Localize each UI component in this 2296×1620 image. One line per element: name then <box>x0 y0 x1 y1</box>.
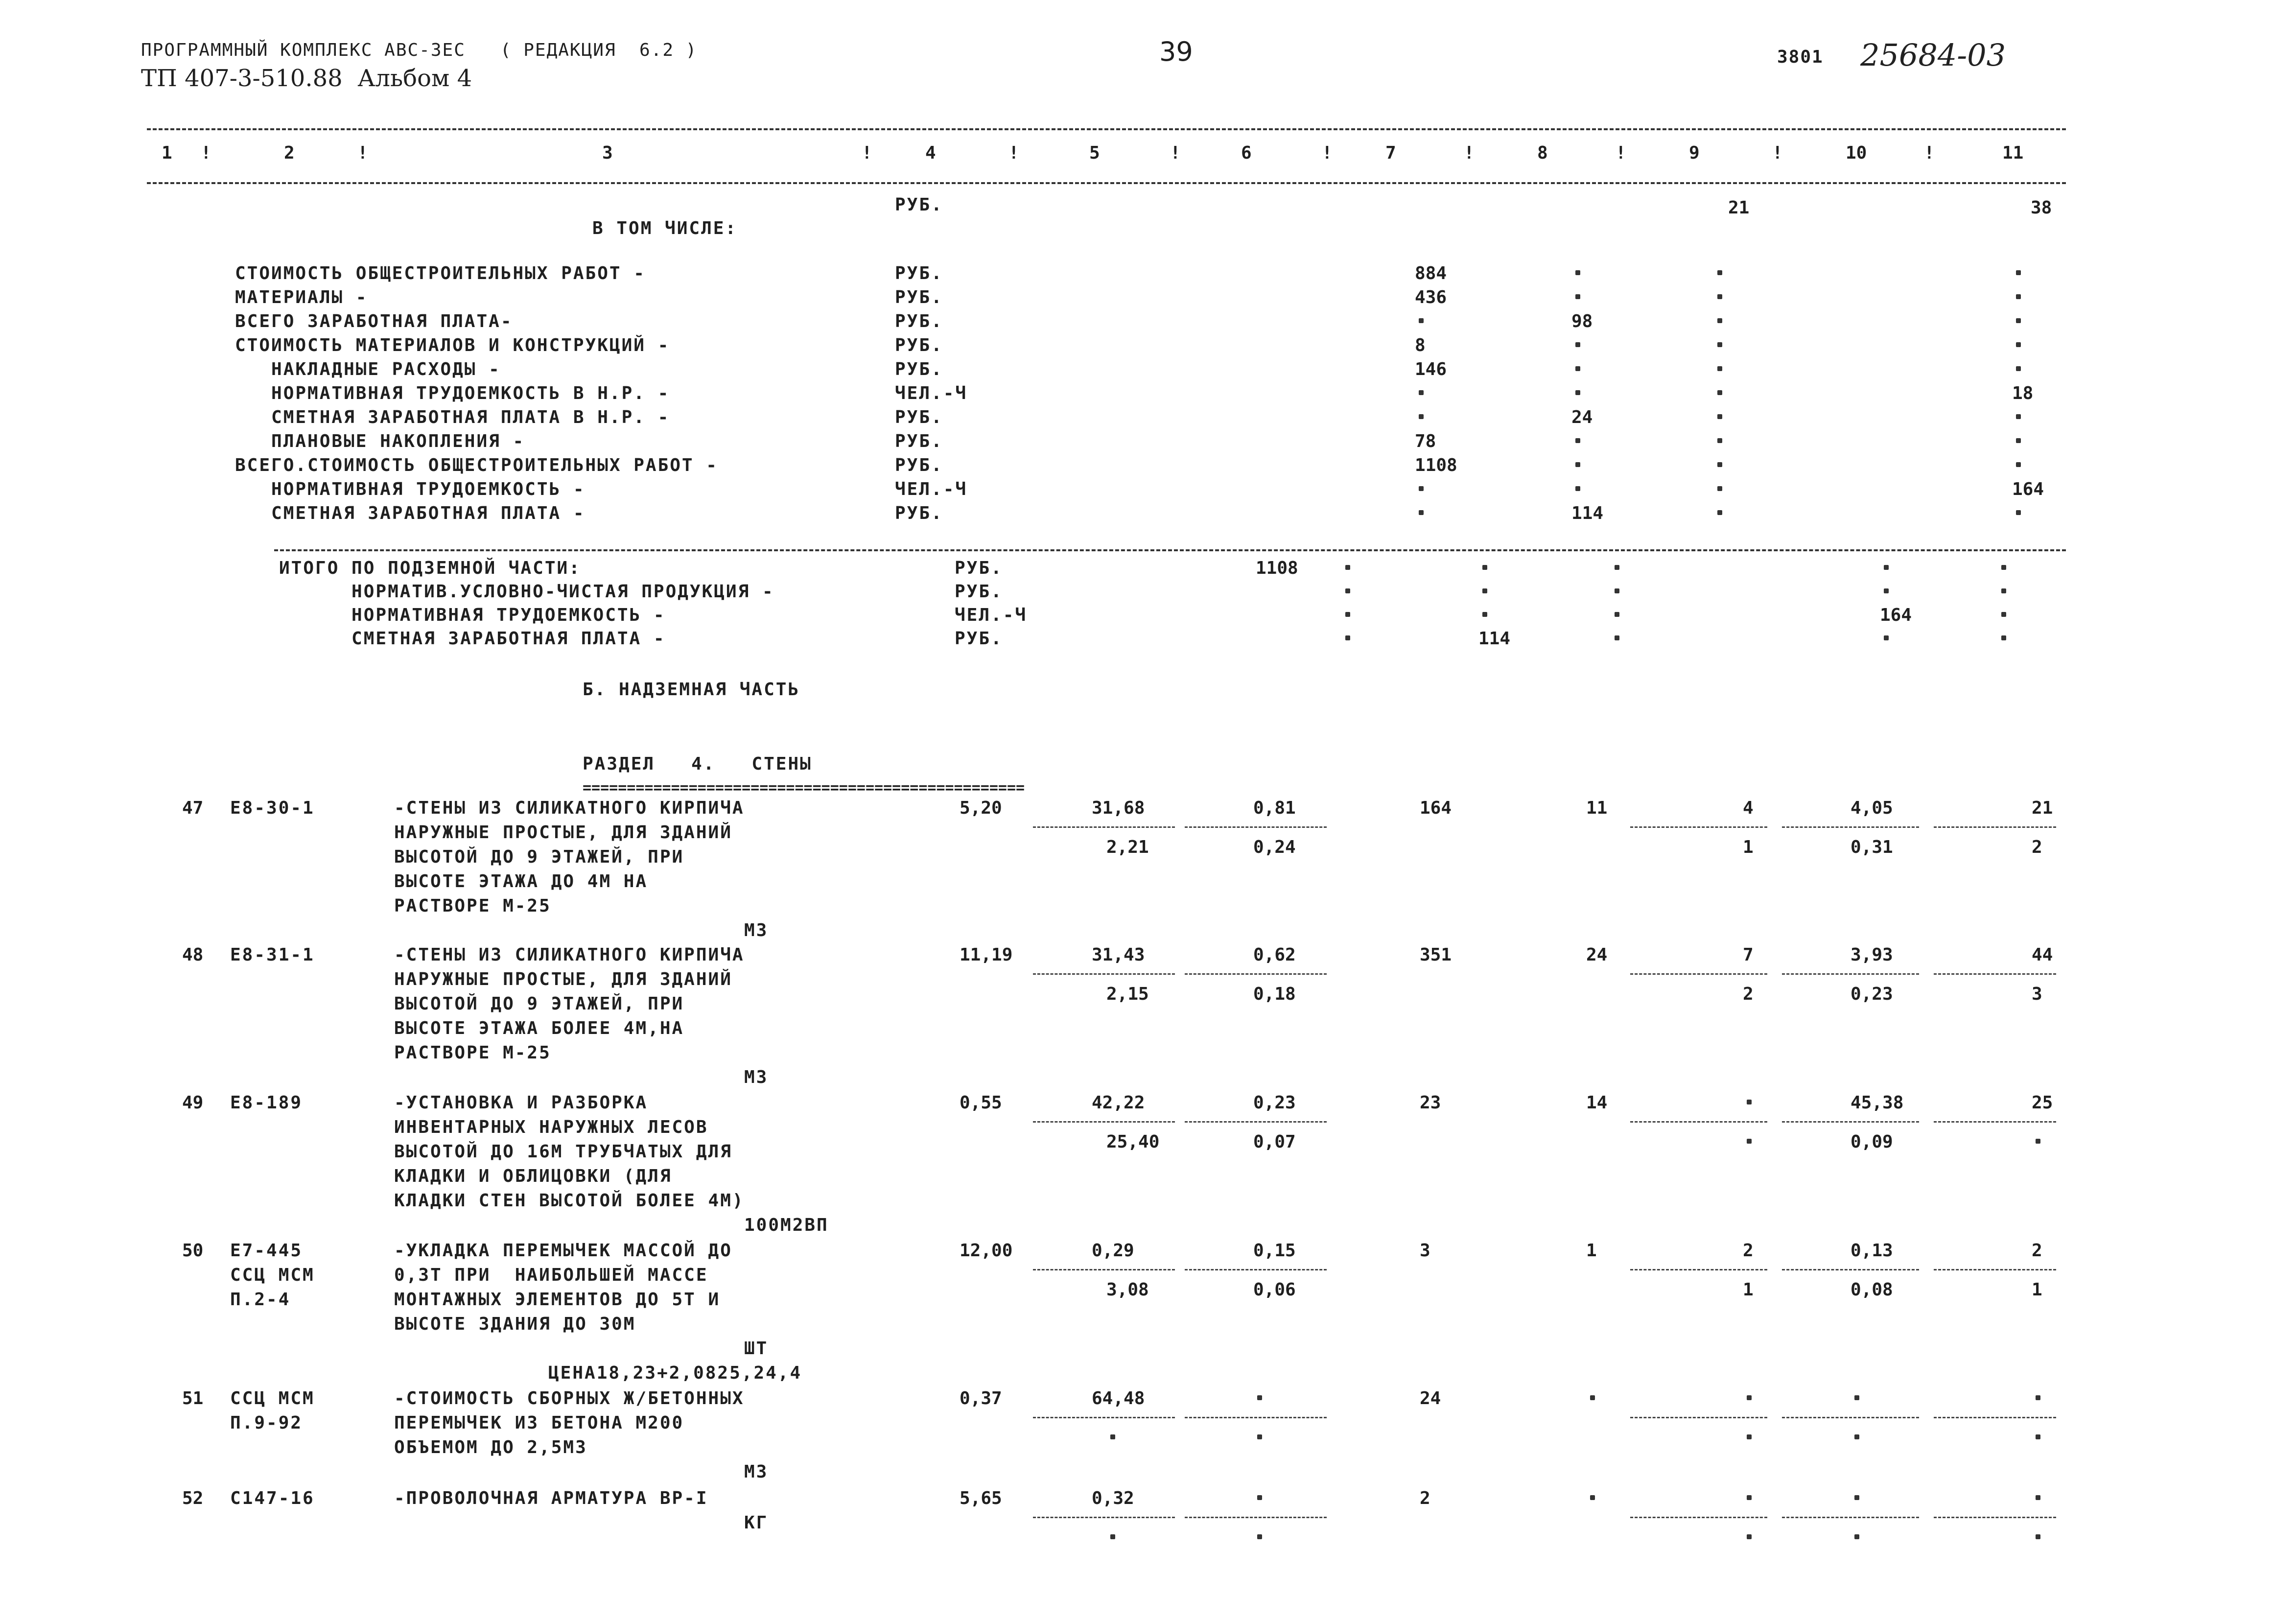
column-header-5: 5 <box>1089 143 1100 163</box>
entry-col11: 21 <box>2032 798 2053 818</box>
summary-col8: 98 <box>1571 311 1593 331</box>
entry-col9: 2 <box>1743 1241 1754 1261</box>
entry-total-cost: 3 <box>1420 1241 1430 1261</box>
razdel-title: РАЗДЕЛ 4. СТЕНЫ <box>583 754 812 774</box>
summary-col9-dash <box>1717 390 1722 395</box>
summary-col7-dash <box>1419 390 1424 395</box>
column-header-2: 2 <box>284 143 295 163</box>
summary-col8-dash <box>1575 438 1580 443</box>
top-unit: РУБ. <box>895 195 943 215</box>
entry-unit-wage-sub-dash <box>1257 1434 1262 1439</box>
itogo-col12-dash <box>2001 635 2006 640</box>
summary-col7-dash <box>1419 414 1424 419</box>
entry-col11: 44 <box>2032 945 2053 965</box>
entry-unit-cost-sub: 2,21 <box>1106 837 1149 857</box>
itogo-col10-dash <box>1615 612 1619 617</box>
summary-unit: РУБ. <box>895 359 943 379</box>
entry-description: -СТОИМОСТЬ СБОРНЫХ Ж/БЕТОННЫХ <box>394 1388 745 1409</box>
entry-col11-separator <box>1934 973 2056 975</box>
summary-col11-dash <box>2016 438 2021 443</box>
entry-unit-cost: 0,29 <box>1092 1241 1134 1261</box>
entry-unit: КГ <box>744 1513 769 1533</box>
entry-col10: 0,13 <box>1851 1241 1893 1261</box>
summary-label: СМЕТНАЯ ЗАРАБОТНАЯ ПЛАТА - <box>235 503 586 523</box>
column-separator: ! <box>357 143 368 163</box>
razdel-underline: ================================================== <box>583 779 1025 797</box>
summary-col7: 146 <box>1415 359 1447 379</box>
entry-description: ПЕРЕМЫЧЕК ИЗ БЕТОНА М200 <box>394 1413 684 1433</box>
summary-col7: 8 <box>1415 335 1426 355</box>
itogo-col11-dash <box>1884 635 1889 640</box>
entry-description: -УКЛАДКА ПЕРЕМЫЧЕК МАССОЙ ДО <box>394 1241 732 1261</box>
entry-col10-dash <box>1854 1495 1859 1500</box>
entry-col9-separator <box>1630 826 1767 828</box>
entry-col10: 3,93 <box>1851 945 1893 965</box>
entry-col9-sub-dash <box>1747 1534 1752 1539</box>
entry-unit-wage-sub: 0,06 <box>1253 1280 1296 1300</box>
entry-col10-sub: 0,08 <box>1851 1280 1893 1300</box>
entry-number: 48 <box>182 945 204 965</box>
itogo-col10-dash <box>1615 588 1619 593</box>
entry-code: Е7-445 <box>230 1241 303 1261</box>
summary-col11: 18 <box>2012 383 2034 403</box>
entry-col10-separator <box>1782 1517 1919 1518</box>
entry-total-cost: 351 <box>1420 945 1452 965</box>
summary-col11-dash <box>2016 270 2021 275</box>
entry-unit-wage-sub-dash <box>1257 1534 1262 1539</box>
summary-col8-dash <box>1575 462 1580 467</box>
entry-total-wage: 14 <box>1586 1093 1608 1113</box>
itogo-total: 1108 <box>1256 558 1298 578</box>
column-separator: ! <box>1464 143 1475 163</box>
entry-description: ОБЪЕМОМ ДО 2,5М3 <box>394 1437 587 1457</box>
page-number: 39 <box>1159 36 1193 67</box>
summary-col7: 1108 <box>1415 455 1457 475</box>
entry-col11-sub-dash <box>2036 1534 2040 1539</box>
entry-description: НАРУЖНЫЕ ПРОСТЫЕ, ДЛЯ ЗДАНИЙ <box>394 969 732 989</box>
column-header-rule <box>147 182 2066 184</box>
summary-unit: РУБ. <box>895 335 943 355</box>
entry-quantity: 0,37 <box>960 1388 1002 1409</box>
summary-label: МАТЕРИАЛЫ - <box>235 287 368 307</box>
entry-code: Е8-30-1 <box>230 798 315 818</box>
summary-col9-dash <box>1717 318 1722 323</box>
itogo-unit: РУБ. <box>955 558 1003 578</box>
summary-col8-dash <box>1575 486 1580 491</box>
summary-col8-dash <box>1575 390 1580 395</box>
entry-col11-sub-dash <box>2036 1139 2040 1144</box>
column-header-3: 3 <box>602 143 613 163</box>
column-separator: ! <box>1772 143 1783 163</box>
stamp-prefix: 3801 <box>1777 47 1824 67</box>
itogo-label: НОРМАТИВ.УСЛОВНО-ЧИСТАЯ ПРОДУКЦИЯ - <box>279 582 774 602</box>
itogo-col8-dash <box>1345 635 1350 640</box>
summary-unit: РУБ. <box>895 263 943 283</box>
entry-description: РАСТВОРЕ М-25 <box>394 1043 551 1063</box>
entry-code: П.9-92 <box>230 1413 303 1433</box>
entry-col5-separator <box>1033 973 1175 975</box>
entry-quantity: 12,00 <box>960 1241 1013 1261</box>
summary-col11-dash <box>2016 342 2021 347</box>
table-top-rule <box>147 128 2066 130</box>
column-header-6: 6 <box>1241 143 1252 163</box>
entry-description: ВЫСОТЕ ЭТАЖА ДО 4М НА <box>394 871 648 892</box>
summary-col11: 164 <box>2012 479 2044 499</box>
program-line: ПРОГРАММНЫЙ КОМПЛЕКС АВС-ЗЕС ( РЕДАКЦИЯ 6.2 ) <box>141 40 698 60</box>
itogo-col11-dash <box>1884 588 1889 593</box>
entry-description: ВЫСОТОЙ ДО 9 ЭТАЖЕЙ, ПРИ <box>394 847 684 867</box>
summary-col9-dash <box>1717 270 1722 275</box>
itogo-col8-dash <box>1345 588 1350 593</box>
entry-description: РАСТВОРЕ М-25 <box>394 896 551 916</box>
column-header-1: 1 <box>162 143 172 163</box>
entry-col5-separator <box>1033 1517 1175 1518</box>
entry-col10-separator <box>1782 1417 1919 1418</box>
entry-total-wage: 24 <box>1586 945 1608 965</box>
entry-unit-cost: 0,32 <box>1092 1488 1134 1508</box>
entry-number: 52 <box>182 1488 204 1508</box>
summary-col7-dash <box>1419 318 1424 323</box>
summary-col11-dash <box>2016 510 2021 515</box>
entry-col10-sub: 0,31 <box>1851 837 1893 857</box>
entry-unit: М3 <box>744 920 769 940</box>
entry-total-wage-dash <box>1590 1495 1595 1500</box>
itogo-col9: 114 <box>1478 629 1511 649</box>
column-separator: ! <box>1008 143 1019 163</box>
summary-col8-dash <box>1575 270 1580 275</box>
entry-col11-separator <box>1934 1517 2056 1518</box>
entry-col9-separator <box>1630 1269 1767 1270</box>
entry-total-wage: 1 <box>1586 1241 1597 1261</box>
entry-col9: 4 <box>1743 798 1754 818</box>
summary-col9-dash <box>1717 342 1722 347</box>
entry-col9-sub: 1 <box>1743 837 1754 857</box>
column-header-7: 7 <box>1385 143 1396 163</box>
itogo-label: СМЕТНАЯ ЗАРАБОТНАЯ ПЛАТА - <box>279 629 666 649</box>
entry-unit-wage-dash <box>1257 1395 1262 1400</box>
entry-col11-separator <box>1934 1269 2056 1270</box>
itogo-col9-dash <box>1482 612 1487 617</box>
entry-col9-dash <box>1747 1395 1752 1400</box>
entry-col9: 7 <box>1743 945 1754 965</box>
entry-col11-sub: 1 <box>2032 1280 2042 1300</box>
entry-col5-separator <box>1033 1121 1175 1123</box>
entry-unit: 100М2ВП <box>744 1215 829 1235</box>
itogo-col9-dash <box>1482 565 1487 570</box>
itogo-col11-dash <box>1884 565 1889 570</box>
itogo-label: ИТОГО ПО ПОДЗЕМНОЙ ЧАСТИ: <box>279 558 581 578</box>
summary-unit: РУБ. <box>895 455 943 475</box>
entry-col11-sub-dash <box>2036 1434 2040 1439</box>
entry-description: -УСТАНОВКА И РАЗБОРКА <box>394 1093 648 1113</box>
entry-unit-cost: 64,48 <box>1092 1388 1145 1409</box>
entry-description: ВЫСОТОЙ ДО 9 ЭТАЖЕЙ, ПРИ <box>394 994 684 1014</box>
entry-unit-cost: 31,68 <box>1092 798 1145 818</box>
column-header-8: 8 <box>1537 143 1548 163</box>
summary-unit: РУБ. <box>895 431 943 451</box>
entry-col11: 25 <box>2032 1093 2053 1113</box>
summary-col8-dash <box>1575 294 1580 299</box>
itogo-col9-dash <box>1482 588 1487 593</box>
entry-unit: М3 <box>744 1462 769 1482</box>
entry-col6-separator <box>1185 1121 1327 1123</box>
entry-description: КЛАДКИ И ОБЛИЦОВКИ (ДЛЯ <box>394 1166 672 1186</box>
entry-code: С147-16 <box>230 1488 315 1508</box>
entry-col10-separator <box>1782 826 1919 828</box>
summary-col11-dash <box>2016 462 2021 467</box>
entry-col9-sub: 2 <box>1743 984 1754 1004</box>
itogo-col8-dash <box>1345 565 1350 570</box>
itogo-col10-dash <box>1615 565 1619 570</box>
itogo-col10-dash <box>1615 635 1619 640</box>
entry-col9-separator <box>1630 1121 1767 1123</box>
entry-unit-cost-sub-dash <box>1110 1534 1115 1539</box>
entry-col5-separator <box>1033 1417 1175 1418</box>
itogo-col12-dash <box>2001 588 2006 593</box>
summary-label: ПЛАНОВЫЕ НАКОПЛЕНИЯ - <box>235 431 525 451</box>
summary-col7: 78 <box>1415 431 1436 451</box>
stamp-number: 25684-03 <box>1860 37 2006 73</box>
itogo-col8-dash <box>1345 612 1350 617</box>
summary-label: ВСЕГО ЗАРАБОТНАЯ ПЛАТА- <box>235 311 513 331</box>
entry-col11-separator <box>1934 826 2056 828</box>
entry-col11-dash <box>2036 1395 2040 1400</box>
entry-col10-sub: 0,09 <box>1851 1132 1893 1152</box>
summary-col7: 436 <box>1415 287 1447 307</box>
summary-unit: РУБ. <box>895 407 943 427</box>
entry-code: ССЦ МСМ <box>230 1265 315 1285</box>
entry-number: 47 <box>182 798 204 818</box>
entry-unit-wage-sub: 0,24 <box>1253 837 1296 857</box>
itogo-col12-dash <box>2001 565 2006 570</box>
entry-col10: 45,38 <box>1851 1093 1904 1113</box>
column-header-9: 9 <box>1689 143 1700 163</box>
entry-unit-wage: 0,62 <box>1253 945 1296 965</box>
summary-label: НАКЛАДНЫЕ РАСХОДЫ - <box>235 359 501 379</box>
top-col11-value: 38 <box>2031 198 2052 218</box>
entry-unit-cost: 42,22 <box>1092 1093 1145 1113</box>
entry-col11-dash <box>2036 1495 2040 1500</box>
summary-col11-dash <box>2016 414 2021 419</box>
itogo-label: НОРМАТИВНАЯ ТРУДОЕМКОСТЬ - <box>279 605 666 625</box>
entry-col9-dash <box>1747 1495 1752 1500</box>
entry-col11: 2 <box>2032 1241 2042 1261</box>
summary-label: СМЕТНАЯ ЗАРАБОТНАЯ ПЛАТА В Н.Р. - <box>235 407 670 427</box>
summary-col9-dash <box>1717 366 1722 371</box>
entry-col11-separator <box>1934 1121 2056 1123</box>
column-separator: ! <box>1322 143 1333 163</box>
summary-end-rule <box>274 549 2066 551</box>
summary-col11-dash <box>2016 366 2021 371</box>
entry-description: ВЫСОТОЙ ДО 16М ТРУБЧАТЫХ ДЛЯ <box>394 1142 732 1162</box>
in-total-label: В ТОМ ЧИСЛЕ: <box>592 218 738 238</box>
entry-total-cost: 2 <box>1420 1488 1430 1508</box>
entry-unit-cost-sub: 2,15 <box>1106 984 1149 1004</box>
entry-description: ВЫСОТЕ ЭТАЖА БОЛЕЕ 4М,НА <box>394 1018 684 1038</box>
column-header-10: 10 <box>1846 143 1867 163</box>
section-b-title: Б. НАДЗЕМНАЯ ЧАСТЬ <box>583 680 800 700</box>
entry-total-cost: 24 <box>1420 1388 1441 1409</box>
entry-col5-separator <box>1033 826 1175 828</box>
entry-description: -СТЕНЫ ИЗ СИЛИКАТНОГО КИРПИЧА <box>394 945 745 965</box>
summary-col9-dash <box>1717 510 1722 515</box>
entry-quantity: 0,55 <box>960 1093 1002 1113</box>
entry-number: 51 <box>182 1388 204 1409</box>
itogo-unit: РУБ. <box>955 629 1003 649</box>
itogo-unit: ЧЕЛ.-Ч <box>955 605 1028 625</box>
entry-unit-wage-sub: 0,07 <box>1253 1132 1296 1152</box>
summary-col7: 884 <box>1415 263 1447 283</box>
entry-unit-cost-sub: 25,40 <box>1106 1132 1160 1152</box>
column-header-4: 4 <box>925 143 936 163</box>
summary-label: НОРМАТИВНАЯ ТРУДОЕМКОСТЬ В Н.Р. - <box>235 383 670 403</box>
entry-unit-wage-dash <box>1257 1495 1262 1500</box>
entry-unit: ШТ <box>744 1338 769 1359</box>
entry-col6-separator <box>1185 1417 1327 1418</box>
summary-unit: РУБ. <box>895 287 943 307</box>
entry-col9-separator <box>1630 973 1767 975</box>
itogo-unit: РУБ. <box>955 582 1003 602</box>
summary-col7-dash <box>1419 486 1424 491</box>
entry-col6-separator <box>1185 1517 1327 1518</box>
entry-code: ССЦ МСМ <box>230 1388 315 1409</box>
entry-description: МОНТАЖНЫХ ЭЛЕМЕНТОВ ДО 5Т И <box>394 1290 721 1310</box>
entry-description: ВЫСОТЕ ЗДАНИЯ ДО 30М <box>394 1314 636 1334</box>
entry-col11-sub: 3 <box>2032 984 2042 1004</box>
entry-unit-wage: 0,15 <box>1253 1241 1296 1261</box>
summary-unit: РУБ. <box>895 311 943 331</box>
summary-col9-dash <box>1717 438 1722 443</box>
document-title: ТП 407-3-510.88 Альбом 4 <box>141 65 472 92</box>
entry-description: 0,3Т ПРИ НАИБОЛЬШЕЙ МАССЕ <box>394 1265 708 1285</box>
entry-col10-sub-dash <box>1854 1534 1859 1539</box>
summary-col8: 114 <box>1571 503 1604 523</box>
entry-number: 50 <box>182 1241 204 1261</box>
entry-unit-cost-sub-dash <box>1110 1434 1115 1439</box>
entry-col9-sub: 1 <box>1743 1280 1754 1300</box>
summary-unit: ЧЕЛ.-Ч <box>895 479 968 499</box>
summary-label: СТОИМОСТЬ МАТЕРИАЛОВ И КОНСТРУКЦИЙ - <box>235 335 670 355</box>
entry-col10-separator <box>1782 1121 1919 1123</box>
entry-description: НАРУЖНЫЕ ПРОСТЫЕ, ДЛЯ ЗДАНИЙ <box>394 822 732 843</box>
summary-unit: ЧЕЛ.-Ч <box>895 383 968 403</box>
entry-col10-separator <box>1782 1269 1919 1270</box>
column-header-11: 11 <box>2002 143 2024 163</box>
column-separator: ! <box>1924 143 1935 163</box>
entry-unit-wage: 0,23 <box>1253 1093 1296 1113</box>
entry-unit-wage: 0,81 <box>1253 798 1296 818</box>
entry-col9-sub-dash <box>1747 1139 1752 1144</box>
entry-unit-cost-sub: 3,08 <box>1106 1280 1149 1300</box>
summary-col8: 24 <box>1571 407 1593 427</box>
entry-col10-separator <box>1782 973 1919 975</box>
entry-col11-separator <box>1934 1417 2056 1418</box>
entry-col5-separator <box>1033 1269 1175 1270</box>
column-separator: ! <box>862 143 872 163</box>
summary-label: ВСЕГО.СТОИМОСТЬ ОБЩЕСТРОИТЕЛЬНЫХ РАБОТ - <box>235 455 718 475</box>
entry-col9-separator <box>1630 1417 1767 1418</box>
entry-col11-sub: 2 <box>2032 837 2042 857</box>
entry-unit-cost: 31,43 <box>1092 945 1145 965</box>
column-separator: ! <box>1170 143 1181 163</box>
summary-col9-dash <box>1717 486 1722 491</box>
entry-description: ИНВЕНТАРНЫХ НАРУЖНЫХ ЛЕСОВ <box>394 1117 708 1137</box>
summary-col9-dash <box>1717 294 1722 299</box>
entry-quantity: 5,65 <box>960 1488 1002 1508</box>
summary-unit: РУБ. <box>895 503 943 523</box>
summary-col8-dash <box>1575 366 1580 371</box>
summary-col8-dash <box>1575 342 1580 347</box>
column-separator: ! <box>201 143 211 163</box>
entry-col10-sub-dash <box>1854 1434 1859 1439</box>
itogo-col12-dash <box>2001 612 2006 617</box>
entry-col6-separator <box>1185 973 1327 975</box>
summary-col9-dash <box>1717 414 1722 419</box>
entry-quantity: 5,20 <box>960 798 1002 818</box>
summary-col7-dash <box>1419 510 1424 515</box>
itogo-col11: 164 <box>1880 605 1912 625</box>
entry-quantity: 11,19 <box>960 945 1013 965</box>
entry-col6-separator <box>1185 1269 1327 1270</box>
entry-col10-sub: 0,23 <box>1851 984 1893 1004</box>
entry-code: Е8-189 <box>230 1093 303 1113</box>
entry-col10-dash <box>1854 1395 1859 1400</box>
entry-price-note: ЦЕНА18,23+2,0825,24,4 <box>548 1363 802 1383</box>
entry-col10: 4,05 <box>1851 798 1893 818</box>
entry-description: КЛАДКИ СТЕН ВЫСОТОЙ БОЛЕЕ 4М) <box>394 1191 745 1211</box>
entry-col9-separator <box>1630 1517 1767 1518</box>
summary-col11-dash <box>2016 294 2021 299</box>
entry-code: П.2-4 <box>230 1290 291 1310</box>
entry-total-wage-dash <box>1590 1395 1595 1400</box>
entry-code: Е8-31-1 <box>230 945 315 965</box>
summary-label: СТОИМОСТЬ ОБЩЕСТРОИТЕЛЬНЫХ РАБОТ - <box>235 263 646 283</box>
top-col9-value: 21 <box>1728 198 1750 218</box>
summary-col11-dash <box>2016 318 2021 323</box>
entry-number: 49 <box>182 1093 204 1113</box>
summary-label: НОРМАТИВНАЯ ТРУДОЕМКОСТЬ - <box>235 479 586 499</box>
entry-unit-wage-sub: 0,18 <box>1253 984 1296 1004</box>
entry-total-cost: 23 <box>1420 1093 1441 1113</box>
entry-col9-dash <box>1747 1100 1752 1104</box>
entry-col9-sub-dash <box>1747 1434 1752 1439</box>
column-separator: ! <box>1616 143 1626 163</box>
entry-col6-separator <box>1185 826 1327 828</box>
entry-unit: М3 <box>744 1067 769 1087</box>
entry-total-wage: 11 <box>1586 798 1608 818</box>
entry-description: -ПРОВОЛОЧНАЯ АРМАТУРА ВР-I <box>394 1488 708 1508</box>
entry-description: -СТЕНЫ ИЗ СИЛИКАТНОГО КИРПИЧА <box>394 798 745 818</box>
entry-total-cost: 164 <box>1420 798 1452 818</box>
summary-col9-dash <box>1717 462 1722 467</box>
